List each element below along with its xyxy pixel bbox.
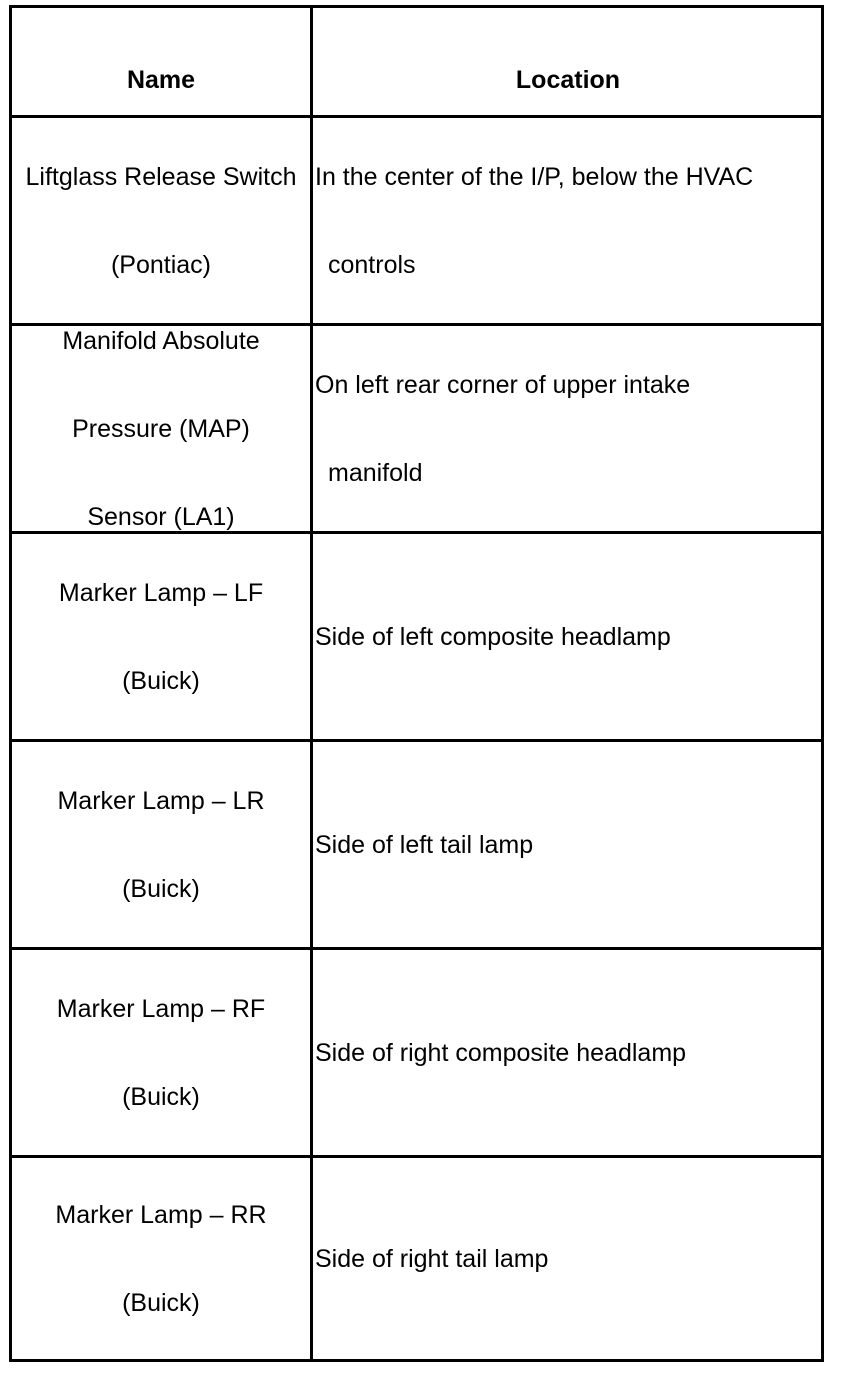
name-line: Marker Lamp – RR xyxy=(55,1200,267,1229)
name-line: Liftglass Release Switch xyxy=(25,162,297,191)
table-row xyxy=(12,534,821,742)
name-cell xyxy=(12,950,310,1155)
name-line: Marker Lamp – LR xyxy=(57,786,265,815)
name-line: Sensor (LA1) xyxy=(87,502,235,531)
header-location-label: Location xyxy=(515,66,621,94)
location-line: controls xyxy=(328,250,416,279)
name-line: Pressure (MAP) xyxy=(72,414,250,443)
table-row xyxy=(12,1158,821,1359)
location-text xyxy=(315,1193,548,1325)
name-cell xyxy=(12,534,310,739)
name-line: Marker Lamp – RF xyxy=(56,994,266,1023)
table-row xyxy=(12,326,821,534)
header-cell-location xyxy=(313,8,821,115)
name-line: (Buick) xyxy=(122,1288,200,1317)
location-text xyxy=(315,319,690,539)
location-text xyxy=(315,987,686,1119)
name-text xyxy=(55,1149,266,1369)
location-cell xyxy=(313,118,821,323)
table-row xyxy=(12,950,821,1158)
name-line: (Buick) xyxy=(122,874,200,903)
name-line: (Buick) xyxy=(122,1082,200,1111)
table-row xyxy=(12,742,821,950)
location-line: Side of right tail lamp xyxy=(315,1244,549,1273)
location-cell xyxy=(313,950,821,1155)
location-line: In the center of the I/P, below the HVAC xyxy=(315,162,754,191)
location-cell xyxy=(313,534,821,739)
location-text xyxy=(315,111,753,331)
name-line: (Buick) xyxy=(122,666,200,695)
name-text xyxy=(59,527,263,747)
name-cell xyxy=(12,742,310,947)
header-cell-name xyxy=(12,8,310,115)
component-location-table xyxy=(9,5,824,1362)
location-text xyxy=(315,779,533,911)
location-cell xyxy=(313,742,821,947)
header-name-label: Name xyxy=(126,66,196,94)
location-line: Side of left tail lamp xyxy=(315,830,534,859)
location-line: manifold xyxy=(328,458,423,487)
name-line: Manifold Absolute xyxy=(62,326,260,355)
location-cell xyxy=(313,1158,821,1359)
table-header-row xyxy=(12,8,821,118)
location-line: Side of left composite headlamp xyxy=(315,622,671,651)
name-cell xyxy=(12,326,310,531)
name-text xyxy=(57,735,264,955)
location-line: On left rear corner of upper intake xyxy=(315,370,691,399)
name-line: Marker Lamp – LF xyxy=(58,578,264,607)
name-cell xyxy=(12,1158,310,1359)
location-text xyxy=(315,571,671,703)
name-line: (Pontiac) xyxy=(110,250,212,279)
name-text xyxy=(57,943,265,1163)
location-cell xyxy=(313,326,821,531)
location-line: Side of right composite headlamp xyxy=(315,1038,687,1067)
